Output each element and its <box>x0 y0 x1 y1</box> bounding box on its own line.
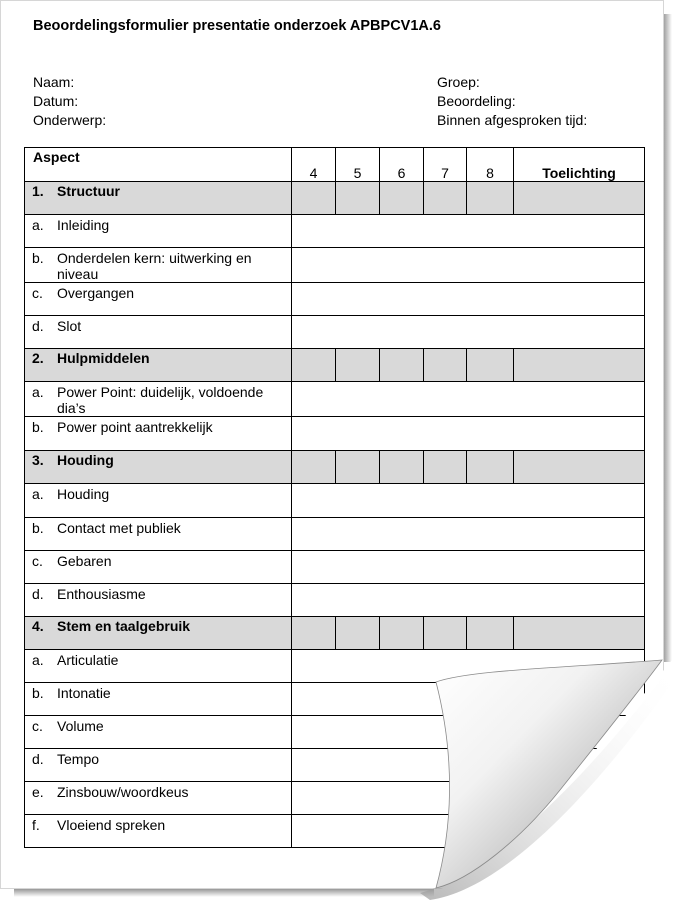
item-letter: a. <box>32 486 44 502</box>
item-text: Overgangen <box>57 285 135 301</box>
header-score-6: 6 <box>380 148 424 182</box>
section-score-cell <box>424 451 467 484</box>
section-toelichting-cell <box>514 182 645 215</box>
item-text: Zinsbouw/woordkeus <box>57 784 189 800</box>
item-score-area[interactable] <box>292 749 645 782</box>
item-letter: a. <box>32 652 44 668</box>
item-row <box>25 215 645 248</box>
section-score-cell <box>336 451 380 484</box>
item-text: Volume <box>57 718 104 734</box>
item-score-area[interactable] <box>292 683 645 716</box>
section-score-cell <box>380 349 424 382</box>
item-label-cell <box>25 518 292 551</box>
section-score-cell <box>336 182 380 215</box>
field-beoordeling: Beoordeling: <box>437 93 516 109</box>
item-label-cell <box>25 782 292 815</box>
field-datum: Datum: <box>33 93 79 109</box>
header-score-5: 5 <box>336 148 380 182</box>
item-row <box>25 716 645 749</box>
item-letter: d. <box>32 751 44 767</box>
item-score-area[interactable] <box>292 650 645 683</box>
item-label-cell <box>25 683 292 716</box>
assessment-table <box>24 147 645 848</box>
document-title: Beoordelingsformulier presentatie onderzoek APBPCV1A.6 <box>33 18 441 34</box>
item-row <box>25 782 645 815</box>
section-score-cell <box>467 617 514 650</box>
item-score-area[interactable] <box>292 484 645 518</box>
header-score-8: 8 <box>467 148 514 182</box>
item-label-cell <box>25 650 292 683</box>
section-title: Structuur <box>57 183 120 199</box>
section-title: Stem en taalgebruik <box>57 618 191 634</box>
item-text: Tempo <box>57 751 100 767</box>
item-letter: d. <box>32 586 44 602</box>
meta-fields-right <box>437 73 587 130</box>
section-score-cell <box>467 182 514 215</box>
item-row <box>25 382 645 417</box>
item-row <box>25 749 645 782</box>
item-label-cell <box>25 248 292 283</box>
item-text: Enthousiasme <box>57 586 146 602</box>
item-score-area[interactable] <box>292 584 645 617</box>
item-score-area[interactable] <box>292 215 645 248</box>
item-row <box>25 584 645 617</box>
item-row <box>25 484 645 518</box>
section-title: Houding <box>57 452 114 468</box>
section-score-cell <box>292 349 336 382</box>
item-label-cell <box>25 584 292 617</box>
section-score-cell <box>467 451 514 484</box>
item-row <box>25 417 645 451</box>
section-number: 3. <box>32 452 44 468</box>
item-letter: f. <box>32 817 40 833</box>
item-score-area[interactable] <box>292 382 645 417</box>
meta-fields-left <box>33 73 106 130</box>
item-label-cell <box>25 316 292 349</box>
section-score-cell <box>336 349 380 382</box>
item-letter: b. <box>32 250 44 266</box>
item-label-cell <box>25 484 292 518</box>
section-title: Hulpmiddelen <box>57 350 150 366</box>
item-letter: c. <box>32 718 43 734</box>
section-number: 1. <box>32 183 44 199</box>
item-label-cell <box>25 283 292 316</box>
item-score-area[interactable] <box>292 316 645 349</box>
item-score-area[interactable] <box>292 518 645 551</box>
item-score-area[interactable] <box>292 782 645 815</box>
section-number: 2. <box>32 350 44 366</box>
item-row <box>25 650 645 683</box>
section-score-cell <box>380 451 424 484</box>
item-text: Power point aantrekkelijk <box>57 419 213 435</box>
page-shadow-bottom <box>14 888 434 897</box>
item-text: Contact met publiek <box>57 520 181 536</box>
item-score-area[interactable] <box>292 248 645 283</box>
section-row <box>25 451 645 484</box>
item-row <box>25 283 645 316</box>
section-number: 4. <box>32 618 44 634</box>
item-row <box>25 316 645 349</box>
section-score-cell <box>380 182 424 215</box>
section-score-cell <box>380 617 424 650</box>
table-header-row <box>25 148 645 182</box>
item-score-area[interactable] <box>292 417 645 451</box>
section-score-cell <box>424 349 467 382</box>
item-row <box>25 815 645 848</box>
header-aspect: Aspect <box>25 148 292 182</box>
item-letter: b. <box>32 685 44 701</box>
section-score-cell <box>336 617 380 650</box>
item-text: Inleiding <box>57 217 110 233</box>
header-toelichting: Toelichting <box>514 148 645 182</box>
section-label-cell <box>25 451 292 484</box>
item-label-cell <box>25 382 292 417</box>
item-score-area[interactable] <box>292 283 645 316</box>
section-row <box>25 617 645 650</box>
item-letter: d. <box>32 318 44 334</box>
item-label-cell <box>25 417 292 451</box>
item-text: Power Point: duidelijk, voldoende dia’s <box>57 384 264 416</box>
item-row <box>25 683 645 716</box>
item-label-cell <box>25 815 292 848</box>
item-score-area[interactable] <box>292 815 645 848</box>
section-toelichting-cell <box>514 617 645 650</box>
item-row <box>25 248 645 283</box>
item-label-cell <box>25 749 292 782</box>
section-score-cell <box>467 349 514 382</box>
section-toelichting-cell <box>514 349 645 382</box>
item-letter: e. <box>32 784 44 800</box>
item-text: Gebaren <box>57 553 112 569</box>
section-score-cell <box>292 617 336 650</box>
field-groep: Groep: <box>437 74 480 90</box>
section-row <box>25 349 645 382</box>
header-score-7: 7 <box>424 148 467 182</box>
item-letter: c. <box>32 553 43 569</box>
section-score-cell <box>424 617 467 650</box>
field-onderwerp: Onderwerp: <box>33 112 107 128</box>
section-score-cell <box>424 182 467 215</box>
item-letter: c. <box>32 285 43 301</box>
section-toelichting-cell <box>514 451 645 484</box>
section-row <box>25 182 645 215</box>
item-text: Intonatie <box>57 685 111 701</box>
item-text: Houding <box>57 486 110 502</box>
section-label-cell <box>25 182 292 215</box>
item-label-cell <box>25 551 292 584</box>
item-letter: a. <box>32 384 44 400</box>
field-binnen-tijd: Binnen afgesproken tijd: <box>437 112 588 128</box>
item-letter: b. <box>32 520 44 536</box>
header-score-4: 4 <box>292 148 336 182</box>
section-score-cell <box>292 182 336 215</box>
item-label-cell <box>25 215 292 248</box>
item-row <box>25 551 645 584</box>
section-label-cell <box>25 617 292 650</box>
item-text: Onderdelen kern: uitwerking en niveau <box>57 250 252 282</box>
item-label-cell <box>25 716 292 749</box>
item-letter: a. <box>32 217 44 233</box>
item-letter: b. <box>32 419 44 435</box>
item-score-area[interactable] <box>292 551 645 584</box>
section-score-cell <box>292 451 336 484</box>
item-text: Vloeiend spreken <box>57 817 166 833</box>
item-text: Slot <box>57 318 82 334</box>
item-text: Articulatie <box>57 652 119 668</box>
section-label-cell <box>25 349 292 382</box>
item-score-area[interactable] <box>292 716 645 749</box>
item-row <box>25 518 645 551</box>
field-naam: Naam: <box>33 74 75 90</box>
